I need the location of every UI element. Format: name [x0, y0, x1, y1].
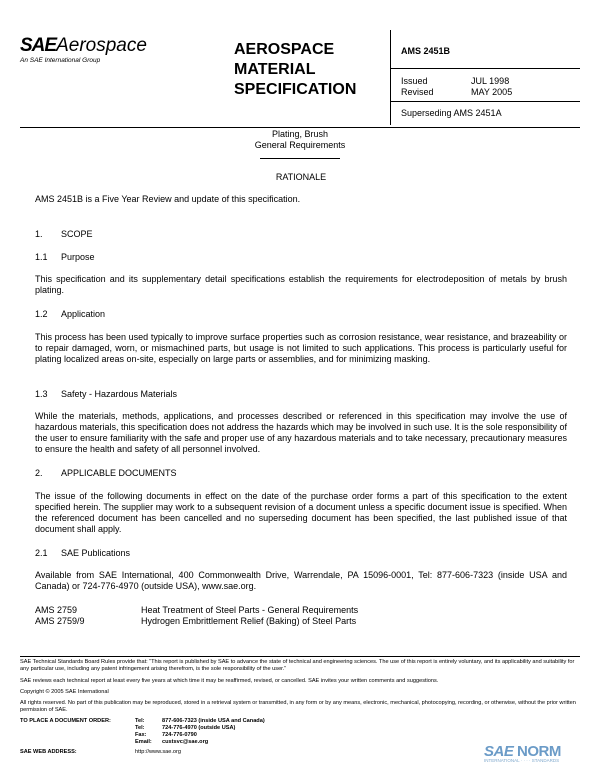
logo-brand: SAE [20, 35, 57, 56]
reference-row [35, 605, 358, 616]
header-divider-1 [390, 68, 580, 69]
reference-title: Hydrogen Embrittlement Relief (Baking) of Steel Parts [141, 616, 357, 626]
document-subject [0, 129, 600, 151]
fax-label: Fax: [135, 732, 147, 738]
section-2-1-heading: 2.1 SAE Publications [35, 548, 131, 558]
section-2-1-text: Available from SAE International, 400 Commonwealth Drive, Warrendale, PA 15096-0001, Tel: 877-606-7323 (inside USA and Canada) or 724-776-4970 (outside USA), www.sae.org. [35, 570, 567, 591]
document-number: AMS 2451B [401, 46, 451, 56]
reference-list [35, 605, 358, 627]
reference-id: AMS 2759/9 [35, 616, 85, 626]
issued-label: Issued [401, 76, 428, 86]
footer-rule [20, 656, 580, 657]
section-2-text: The issue of the following documents in effect on the date of the purchase order forms a part of this specification to the extent specified herein. The supplier may work to a subsequent revision of a document unless a specific document issue is specified. When the referenced document has been cancelled and no superseding document has been specified, the last published issue of that document shall apply. [35, 491, 567, 534]
email-value: custsvc@sae.org [162, 739, 209, 745]
logo-subtitle: An SAE International Group [20, 57, 101, 64]
issue-dates [401, 76, 512, 98]
web-value: http://www.sae.org [135, 749, 182, 755]
title-line-2: MATERIAL [234, 61, 316, 78]
title-line-1: AEROSPACE [234, 41, 335, 58]
subject-line-1: Plating, Brush [271, 129, 329, 139]
section-1-2-text: This process has been used typically to improve surface properties such as corrosion resistance, wear resistance, and brazeability or to repair damaged, worn, or mismachined parts, but usage is not limited to such applications. This process is particularly useful for plating localized areas on-site, especially on large parts or assemblies, and for minimizing masking. [35, 332, 567, 364]
sae-norm-watermark [484, 743, 561, 763]
tel-label: Tel: [135, 718, 145, 724]
email-label: Email: [135, 739, 152, 745]
header-divider-2 [390, 101, 580, 102]
footer-rights-notice: All rights reserved. No part of this publication may be reproduced, stored in a retrieval system or transmitted, in any form or by any means, electronic, mechanical, photocopying, recording, or otherwise, without the prior written permission of SAE. [20, 700, 576, 713]
superseding-note: Superseding AMS 2451A [401, 108, 502, 118]
footer-rules-notice: SAE Technical Standards Board Rules provide that: “This report is published by SAE to advance the state of technical and engineering sciences. The use of this report is entirely voluntary, and its applicability and suitability for any particular use, including any patent infringement arising therefrom, is the sole responsibility of the user.” [20, 659, 575, 672]
order-label: TO PLACE A DOCUMENT ORDER: [20, 718, 111, 724]
section-1-1-heading: 1.1 Purpose [35, 252, 95, 262]
tel2-value: 724-776-4970 (outside USA) [162, 725, 236, 731]
revised-label: Revised [401, 87, 434, 97]
watermark-sub: INTERNATIONAL · · · · STANDARDS [484, 758, 560, 763]
section-1-3-text: While the materials, methods, applications, and processes described or referenced in this specification may involve the use of hazardous materials, this specification does not address the hazards which may be involved in such use. It is the sole responsibility of the user to ensure familiarity with the safe and proper use of any hazardous materials and to take necessary, precautionary measures to ensure the health and safety of all personnel involved. [35, 411, 567, 454]
web-label: SAE WEB ADDRESS: [20, 749, 77, 755]
subject-rule [260, 158, 340, 159]
section-1-3-heading: 1.3 Safety - Hazardous Materials [35, 389, 178, 399]
footer-copyright: Copyright © 2005 SAE International [20, 689, 109, 695]
watermark-word: NORM [517, 743, 561, 760]
fax-value: 724-776-0790 [162, 732, 197, 738]
watermark-brand: SAE [484, 743, 514, 760]
revised-value: MAY 2005 [471, 87, 513, 97]
rationale-text: AMS 2451B is a Five Year Review and update of this specification. [35, 194, 301, 204]
header-rule [20, 127, 580, 128]
tel2-label: Tel: [135, 725, 145, 731]
section-1-heading: 1. SCOPE [35, 229, 93, 239]
header-divider-vertical [390, 30, 391, 125]
section-1-2-heading: 1.2 Application [35, 309, 106, 319]
sae-aerospace-logo [20, 36, 200, 64]
section-2-heading: 2. APPLICABLE DOCUMENTS [35, 468, 177, 478]
logo-word: Aerospace [56, 35, 147, 56]
reference-row [35, 616, 358, 627]
tel-value: 877-606-7323 (inside USA and Canada) [162, 718, 265, 724]
issued-value: JUL 1998 [471, 76, 510, 86]
rationale-heading: RATIONALE [275, 172, 327, 182]
subject-line-2: General Requirements [254, 140, 346, 150]
section-1-1-text: This specification and its supplementary detail specifications establish the requirements for electrodeposition of metals by brush plating. [35, 274, 567, 295]
order-contact-block [20, 718, 265, 756]
footer-review-notice: SAE reviews each technical report at least every five years at which time it may be reaffirmed, revised, or cancelled. SAE invites your written comments and suggestions. [20, 678, 439, 684]
reference-title: Heat Treatment of Steel Parts - General Requirements [141, 605, 359, 615]
title-line-3: SPECIFICATION [234, 81, 357, 98]
document-type-title [234, 40, 384, 100]
reference-id: AMS 2759 [35, 605, 78, 615]
